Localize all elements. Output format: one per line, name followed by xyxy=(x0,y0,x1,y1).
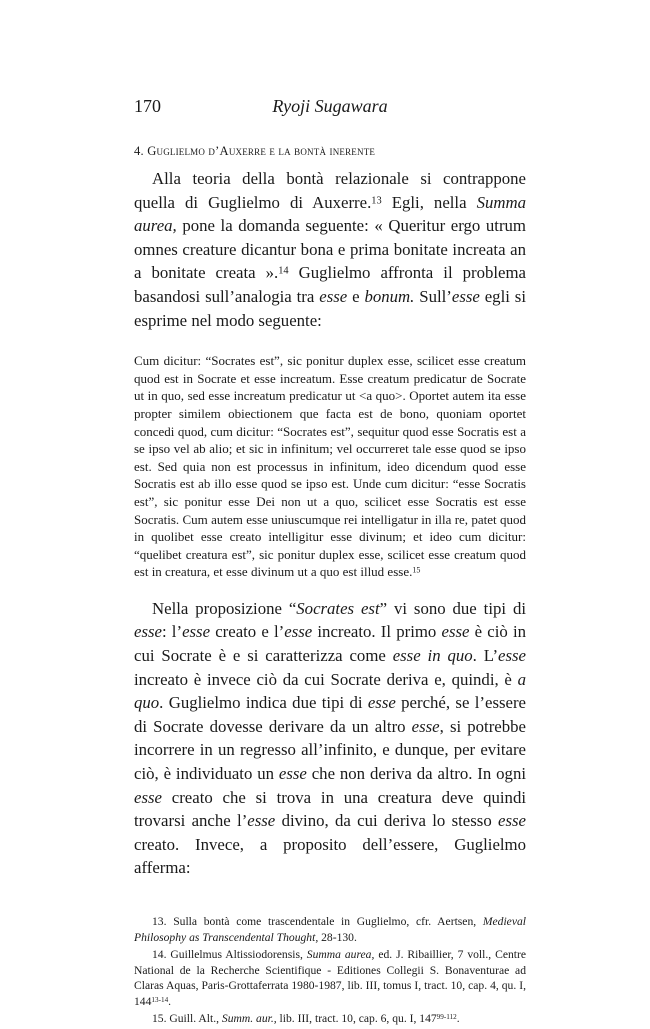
text-run: 15. Guill. Alt., xyxy=(152,1012,222,1025)
text-run: Guglielmo affronta il problema basandosi sull’analogia tra xyxy=(134,263,526,306)
italic-term: esse xyxy=(367,693,396,713)
text-run: : l’ xyxy=(161,622,183,642)
text-run: ” vi sono due tipi di xyxy=(379,598,526,618)
footnote-ref-13[interactable]: 13 xyxy=(371,195,382,207)
text-run: egli si esprime nel modo seguente: xyxy=(134,286,526,330)
italic-term: esse xyxy=(182,622,211,642)
italic-term: a quo xyxy=(134,669,526,713)
body-paragraph-1 xyxy=(134,167,526,332)
italic-title: Medieval Philosophy as Transcendental Thought, xyxy=(134,915,526,944)
footnote-13 xyxy=(134,914,526,945)
italic-term: esse xyxy=(247,811,276,831)
quote-text: Cum dicitur: “Socrates est”, sic ponitur duplex esse, scilicet esse creatum quod est in Socrate et esse increatum. Esse creatum predicatur de Socrate ut in quo, sed esse increatum predicatur ut <a quo>. Oportet autem ita esse propter similem obiectionem que facta est de bono, quoniam oportet concedi quod, cum dicitur: “Socrates est”, sequitur quod esse Socratis est a se ipso vel ab alio; et sic in infinitum; vel occurreret tale esse quod se ipso est. Sed quia non est processus in infinitum, ideo dicendum quod esse Socratis est ab illo esse quod se ipso est. Unde cum dicitur: “esse Socratis est”, sic ponitur esse Dei non ut a quo, scilicet esse Socratis est esse Socratis. Cum autem esse uniuscumque rei intelligatur in illa re, patet quod in quolibet esse creato intelligitur esse divinum; et ideo cum dicitur: “quelibet creatura est”, sic ponitur duplex esse, scilicet esse creatum quod est in creatura, et esse divinum ut a quo est illud esse. xyxy=(134,353,526,580)
italic-term: esse xyxy=(284,622,313,642)
text-run: perché, se l’essere di Socrate dovesse derivare da un altro xyxy=(134,693,526,736)
text-run: increato. Il primo xyxy=(312,622,442,642)
italic-term: esse xyxy=(411,716,440,736)
italic-term: esse xyxy=(498,646,526,666)
text-run: . L’ xyxy=(472,646,499,666)
text-run: , si potrebbe incorrere in un regresso all’infinito, e dunque, per evitare ciò, è individuato un xyxy=(134,716,526,784)
footnote-ref-15[interactable]: 15 xyxy=(412,565,421,575)
italic-term: esse xyxy=(441,622,470,642)
text-run: pone la domanda seguente: « Queritur ergo utrum omnes creature dicantur bona e prima bonitate increata an a bonitate creata ». xyxy=(134,216,526,283)
text-run: creato che si trova in una creatura deve quindi trovarsi anche l’ xyxy=(134,787,526,831)
page-superscript: 13-14 xyxy=(151,995,169,1004)
text-run: 13. Sulla bontà come trascendentale in Guglielmo, cfr. Aertsen, xyxy=(152,915,483,928)
text-run: Nella proposizione “ xyxy=(152,598,297,618)
text-run: increato è invece ciò da cui Socrate deriva e, quindi, è xyxy=(134,669,518,689)
italic-term: esse xyxy=(319,286,348,306)
text-run: Alla teoria della bontà relazionale si contrappone quella di Guglielmo di Auxerre. xyxy=(134,169,526,212)
text-run: . xyxy=(456,1012,460,1025)
section-heading: 4. Guglielmo d’Auxerre e la bontà inerente xyxy=(134,144,376,158)
page-number: 170 xyxy=(134,96,161,116)
page-superscript: 99-112 xyxy=(436,1012,457,1021)
text-run: 14. Guillelmus Altissiodorensis, xyxy=(152,948,307,961)
italic-term: esse xyxy=(498,811,526,831)
footnote-ref-14[interactable]: 14 xyxy=(278,266,289,278)
text-run: divino, da cui deriva lo stesso xyxy=(275,811,499,831)
footnote-14 xyxy=(134,947,526,1009)
text-run: 28-130. xyxy=(318,930,357,944)
italic-term: Socrates est xyxy=(296,598,380,618)
italic-title: Summa aurea, xyxy=(306,948,375,961)
running-head xyxy=(134,96,526,120)
text-run: creato e l’ xyxy=(210,622,285,642)
italic-term: Summa aurea, xyxy=(134,192,526,236)
book-page xyxy=(134,96,526,1029)
text-run: Egli, nella xyxy=(381,192,477,212)
block-quote xyxy=(134,352,526,581)
text-run: che non deriva da altro. In ogni xyxy=(306,764,526,784)
text-run: lib. III, tract. 10, cap. 6, qu. I, 147 xyxy=(276,1012,437,1025)
italic-term: esse xyxy=(134,622,162,642)
text-run: e xyxy=(347,286,365,306)
text-run: creato. Invece, a proposito dell’essere, Guglielmo afferma: xyxy=(134,834,526,878)
footnotes xyxy=(134,914,526,1027)
italic-term: esse xyxy=(451,286,480,306)
italic-title: Summ. aur., xyxy=(221,1012,277,1025)
text-run: Sull’ xyxy=(414,286,452,306)
italic-term: esse in quo xyxy=(392,646,473,666)
running-title: Ryoji Sugawara xyxy=(272,96,388,116)
text-run: . Guglielmo indica due tipi di xyxy=(159,693,368,713)
body-paragraph-2 xyxy=(134,597,526,880)
italic-term: esse xyxy=(134,787,162,807)
italic-term: esse xyxy=(278,764,307,784)
text-run: è ciò in cui Socrate è e si caratterizza come xyxy=(134,622,526,666)
footnote-15 xyxy=(134,1011,526,1027)
text-run: . xyxy=(168,994,172,1008)
italic-term: bonum. xyxy=(364,286,415,306)
text-run: ed. J. Ribaillier, 7 voll., Centre National de la Recherche Scientifique - Editiones Collegii S. Bonaventurae ad Claras Aquas, Paris-Grottaferrata 1980-1987, lib. III, tomus I, tract. 10, cap. 4, qu. I, 144 xyxy=(134,948,526,1008)
